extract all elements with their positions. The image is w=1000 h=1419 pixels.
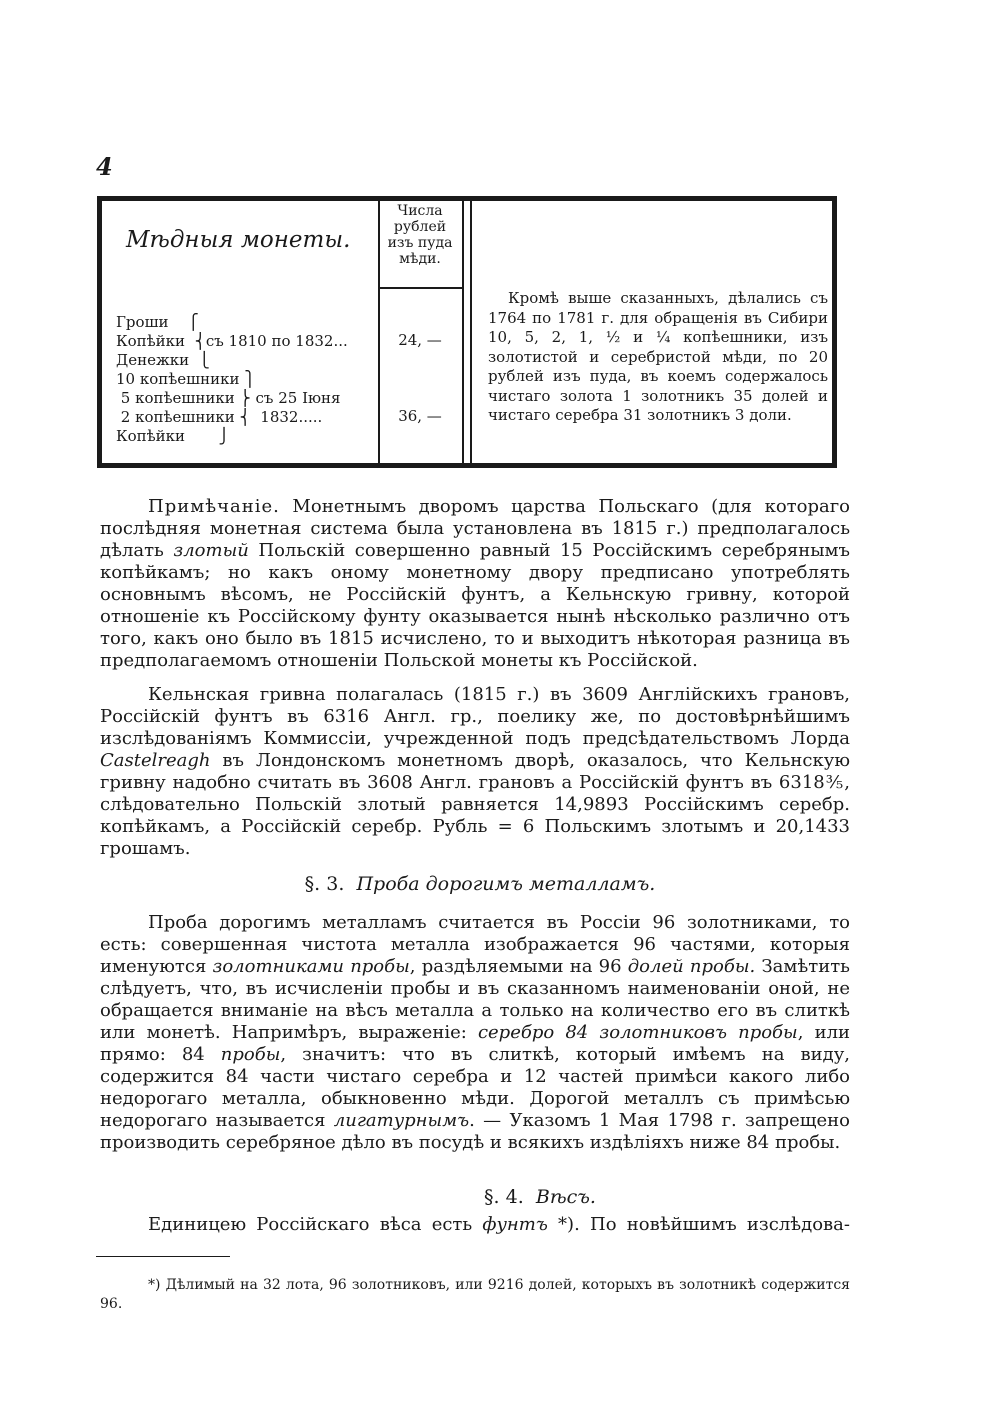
text-run: пробы xyxy=(220,1044,281,1065)
text-run: Кельнская гривна полагалась (1815 г.) въ 3609 Англійскихъ грановъ, Россійскій фунтъ въ 6316 Англ. гр., поелику же, по достовѣрнѣйшимъ изслѣдованіямъ Коммиссіи, учрежденной подъ предсѣдательствомъ Лорда xyxy=(100,684,850,749)
footnote: *) Дѣлимый на 32 лота, 96 золотниковъ, или 9216 долей, которыхъ въ золотникѣ содержится 96. xyxy=(100,1277,850,1312)
section-title: Вѣсъ. xyxy=(535,1186,596,1208)
text-run: лигатурнымъ xyxy=(333,1110,470,1131)
section-heading xyxy=(0,873,980,895)
section-heading xyxy=(40,1186,1000,1208)
text-run: долей пробы. xyxy=(627,956,756,977)
section-number: §. 3. xyxy=(304,873,345,895)
column-header: Числа рублей изъ пуда мѣди. xyxy=(387,203,453,267)
text-run: въ Лондонскомъ монетномъ дворѣ, оказалось, что Кельнскую гривну надобно считать въ 3608 Англ. грановъ а Россійскій фунтъ въ 6318⅗, слѣдовательно Польскій злотый равняется 14,9893 Россійскимъ серебр. копѣйкамъ, а Россійскій серебр. Рубль = 6 Польскимъ злотымъ и 20,1433 грошамъ. xyxy=(100,750,850,859)
text-run: серебро 84 золотниковъ пробы xyxy=(477,1022,798,1043)
rubles-per-pood-value: 36, — xyxy=(398,407,442,425)
table-divider xyxy=(470,201,472,463)
coin-row: Копѣйки ⎨съ 1810 по 1832... xyxy=(116,332,348,350)
table-note: Кромѣ выше сказанныхъ, дѣлались съ 1764 по 1781 г. для обращенія въ Сибири 10, 5, 2, 1, ½ и ¼ копѣешники, изъ золотистой и серебристой мѣди, по 20 рублей изъ пуда, въ коемъ содержалось чистаго золота 1 золотникъ 35 долей и чистаго серебра 31 золотникъ 3 доли. xyxy=(488,289,828,424)
text-run: . — Указомъ 1 Мая 1798 г. запрещено производить серебряное дѣло въ посудѣ и всякихъ издѣліяхъ ниже 84 пробы. xyxy=(100,1110,850,1153)
note-lead: Примѣчаніе. xyxy=(148,496,280,517)
note-paragraph xyxy=(100,496,850,672)
text-run: Монетнымъ дворомъ царства Польскаго (для котораго послѣдняя монетная система была установлена въ 1815 г.) предполагалось дѣлать xyxy=(100,496,850,561)
coin-row: Копѣйки ⎭ xyxy=(116,427,230,445)
text-run: *). По новѣйшимъ изслѣдова- xyxy=(547,1214,850,1235)
text-run: злотый xyxy=(173,540,249,561)
coin-row: Гроши ⎧ xyxy=(116,313,199,331)
text-run: Проба дорогимъ металламъ считается въ Россіи 96 золотниками, то есть: совершенная чистота металла изображается 96 частями, которыя именуются xyxy=(100,912,850,977)
body-paragraph xyxy=(100,1214,850,1236)
text-run: фунтъ xyxy=(482,1214,548,1235)
header-rule xyxy=(378,287,462,289)
coin-row: 10 копѣешники ⎫ xyxy=(116,370,256,388)
text-run: , раздѣляемыми на 96 xyxy=(409,956,628,977)
text-run: Замѣтить слѣдуетъ, что, въ исчисленіи пробы и въ сказанномъ наименованіи оной, не обращается вниманіе на вѣсъ металла а только на количество его въ слиткѣ или монетѣ. Напримѣръ, выраженіе: xyxy=(100,956,850,1043)
text-run: Castelreagh xyxy=(100,750,211,771)
body-paragraph xyxy=(100,912,850,1154)
table-divider xyxy=(462,201,464,463)
footnote-rule xyxy=(96,1256,230,1257)
copper-coins-table xyxy=(97,196,837,468)
section-title: Проба дорогимъ металламъ. xyxy=(356,873,656,895)
rubles-per-pood-value: 24, — xyxy=(398,331,442,349)
body-paragraph xyxy=(100,684,850,860)
coin-row: Денежки ⎩ xyxy=(116,351,210,369)
text-run: Польскій совершенно равный 15 Россійскимъ серебрянымъ копѣйкамъ; но какъ оному монетному двору предписано употреблять основнымъ вѣсомъ, не Россійскій фунтъ, а Кельнскую гривну, которой отношеніе къ Россійскому фунту оказывается нынѣ нѣсколько различно отъ того, какъ оно было въ 1815 исчислено, то и выходитъ нѣкоторая разница въ предполагаемомъ отношеніи Польской монеты къ Россійской. xyxy=(100,540,850,671)
text-run: , значитъ: что въ слиткѣ, который имѣемъ на виду, содержится 84 части чистаго серебра и 12 частей примѣси какого либо недорогаго металла, обыкновенно мѣди. Дорогой металлъ съ примѣсью недорогаго называется xyxy=(100,1044,851,1131)
coin-list xyxy=(116,313,348,446)
table-title: Мѣдныя монеты. xyxy=(126,227,351,253)
text-run: золотниками пробы xyxy=(212,956,410,977)
section-number: §. 4. xyxy=(484,1186,524,1208)
text-run: Единицею Россійскаго вѣса есть xyxy=(148,1214,483,1235)
text-run: , или прямо: 84 xyxy=(100,1022,851,1065)
coin-row: 2 копѣешники ⎨ 1832..... xyxy=(116,408,323,426)
page-number: 4 xyxy=(96,152,113,181)
coin-row: 5 копѣешники ⎬ съ 25 Іюня xyxy=(116,389,341,407)
